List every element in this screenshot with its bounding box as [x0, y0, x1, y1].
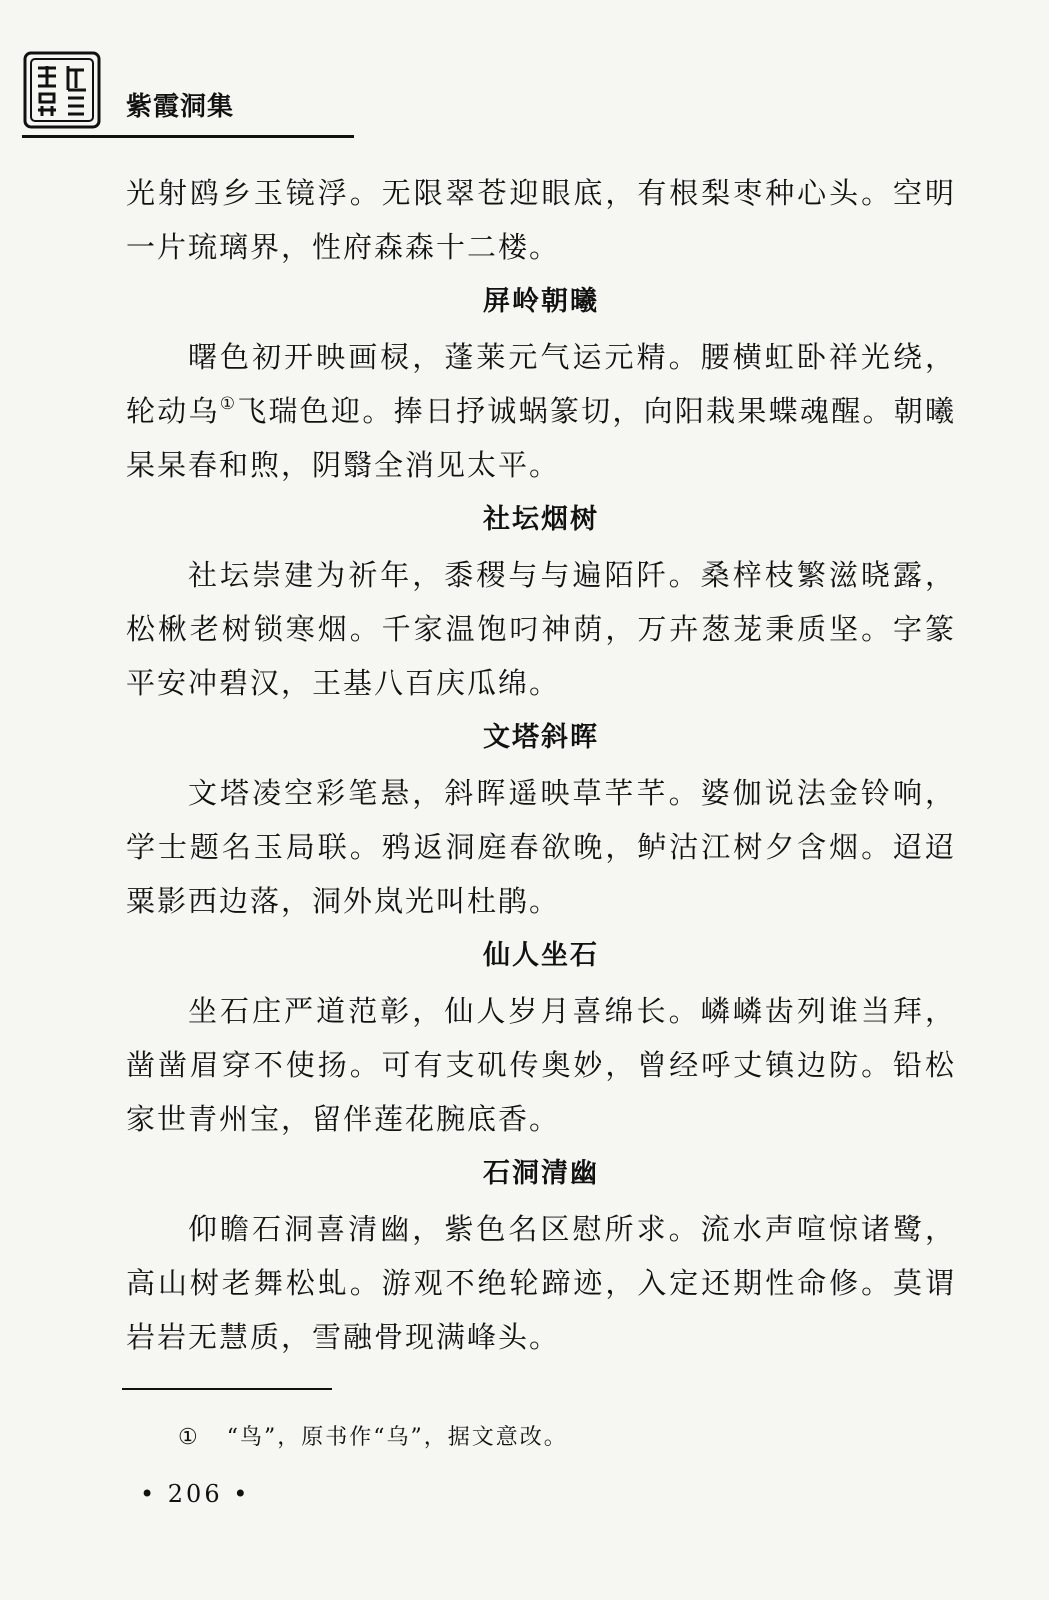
footnote-marker: ① [178, 1425, 200, 1450]
poem-title: 屏岭朝曦 [483, 286, 599, 317]
poem-body: 坐石庄严道范彰，仙人岁月喜绵长。嶙嶙齿列谁当拜，凿凿眉穿不使扬。可有支矶传奥妙，曾经呼丈镇边防。铅松家世青州宝，留伴莲花腕底香。 [126, 994, 956, 1136]
poem-text: 曙色初开映画棂，蓬莱元气运元精。腰横虹卧祥光绕，轮动乌 [126, 340, 956, 428]
page-number: • 206 • [140, 1480, 251, 1508]
footnote [178, 1420, 568, 1451]
poem-continuation: 光射鸥乡玉镜浮。无限翠苍迎眼底，有根梨枣种心头。空明一片琉璃界，性府森森十二楼。 [126, 176, 956, 264]
footnote-rule [122, 1388, 332, 1390]
poem-title: 仙人坐石 [483, 940, 599, 971]
poem-title: 文塔斜晖 [483, 722, 599, 753]
poem-text: 飞瑞色迎。捧日抒诚蜗篆切，向阳栽果蝶魂醒。朝曦杲杲春和煦，阴翳全消见太平。 [126, 394, 956, 482]
main-text [126, 166, 956, 1364]
poem-title: 社坛烟树 [483, 504, 599, 535]
seal-stamp-icon [22, 50, 102, 130]
footnote-text: “鸟”，原书作“乌”，据文意改。 [226, 1425, 568, 1450]
poem-body: 文塔凌空彩笔悬，斜晖遥映草芊芊。婆伽说法金铃响，学士题名玉局联。鸦返洞庭春欲晚，鲈沽江树夕含烟。迢迢粟影西边落，洞外岚光叫杜鹃。 [126, 776, 956, 918]
footnote-ref: ① [219, 394, 238, 414]
book-title: 紫霞洞集 [126, 92, 235, 122]
header-rule [22, 135, 354, 138]
poem-title: 石洞清幽 [483, 1158, 599, 1189]
poem-body: 社坛崇建为祈年，黍稷与与遍陌阡。桑梓枝繁滋晓露，松楸老树锁寒烟。千家温饱叼神荫，万卉葱茏秉质坚。字篆平安冲碧汉，王基八百庆瓜绵。 [126, 558, 956, 700]
poem-body: 仰瞻石洞喜清幽，紫色名区慰所求。流水声喧惊诸鹭，高山树老舞松虬。游观不绝轮蹄迹，入定还期性命修。莫谓岩岩无慧质，雪融骨现满峰头。 [126, 1212, 956, 1354]
poem-body [126, 330, 956, 492]
